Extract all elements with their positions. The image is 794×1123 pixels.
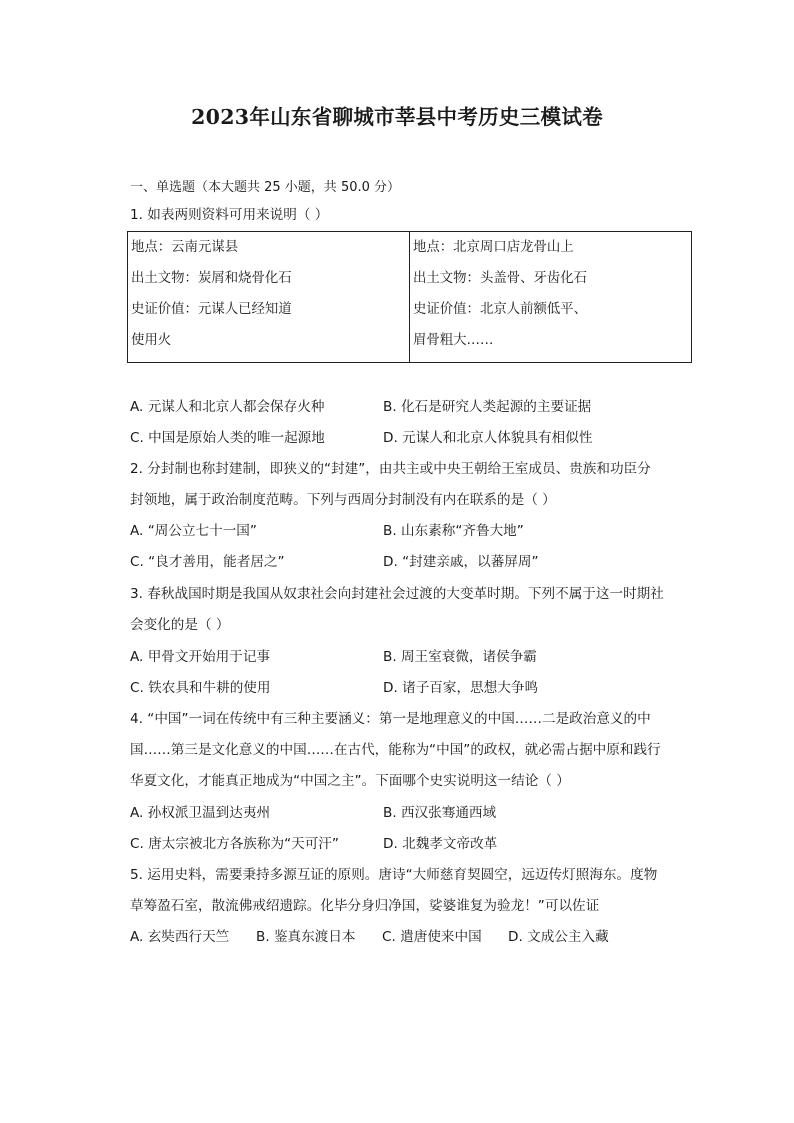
- q5-option-c[interactable]: C. 遣唐使来中国: [382, 929, 482, 945]
- question-5-stem: 5. 运用史料，需要秉持多源互证的原则。唐诗“大师慈育契圆空，远迈传灯照海东。度物: [130, 867, 658, 883]
- q1-option-b[interactable]: B. 化石是研究人类起源的主要证据: [383, 399, 592, 415]
- source-table: [127, 231, 692, 363]
- source-left-value: 史证价值：元谋人已经知道: [131, 302, 292, 317]
- q4-option-d[interactable]: D. 北魏孝文帝改革: [383, 836, 498, 852]
- question-3-stem: 3. 春秋战国时期是我国从奴隶社会向封建社会过渡的大变革时期。下列不属于这一时期社: [130, 586, 664, 602]
- q2-option-b[interactable]: B. 山东素称“齐鲁大地”: [383, 523, 524, 539]
- q4-option-a[interactable]: A. 孙权派卫温到达夷州: [130, 805, 271, 821]
- question-2-stem: 2. 分封制也称封建制，即狭义的“封建”，由共主或中央王朝给王室成员、贵族和功臣分: [130, 461, 651, 477]
- q5-option-a[interactable]: A. 玄奘西行天竺: [130, 929, 230, 945]
- q5-option-b[interactable]: B. 鉴真东渡日本: [256, 929, 356, 945]
- question-4-stem-cont-2: 华夏文化，才能真正地成为“中国之主”。下面哪个史实说明这一结论（ ）: [130, 773, 570, 789]
- q4-option-b[interactable]: B. 西汉张骞通西域: [383, 805, 497, 821]
- q2-option-d[interactable]: D. “封建亲戚，以蕃屏周”: [383, 554, 539, 570]
- source-right-value: 史证价值：北京人前额低平、: [413, 302, 588, 317]
- page-title: 2023年山东省聊城市莘县中考历史三模试卷: [191, 105, 603, 129]
- question-4-stem: 4. “中国”一词在传统中有三种主要涵义：第一是地理意义的中国……二是政治意义的中: [130, 711, 651, 727]
- question-5-stem-cont: 草筹盈石室，散流佛戒绍遗踪。化毕分身归净国，娑婆谁复为验龙！”可以佐证: [130, 898, 600, 914]
- q2-option-a[interactable]: A. “周公立七十一国”: [130, 523, 257, 539]
- q1-option-a[interactable]: A. 元谋人和北京人都会保存火种: [130, 399, 325, 415]
- q3-option-d[interactable]: D. 诸子百家，思想大争鸣: [383, 680, 539, 696]
- source-left-artifact: 出土文物：炭屑和烧骨化石: [131, 271, 292, 286]
- q1-option-d[interactable]: D. 元谋人和北京人体貌具有相似性: [383, 430, 593, 446]
- q3-option-a[interactable]: A. 甲骨文开始用于记事: [130, 649, 271, 665]
- source-cell-left: [128, 232, 410, 363]
- q3-option-b[interactable]: B. 周王室衰微，诸侯争霸: [383, 649, 537, 665]
- section-heading: 一、单选题（本大题共 25 小题，共 50.0 分）: [130, 180, 401, 195]
- question-4-stem-cont-1: 国……第三是文化意义的中国……在古代，能称为“中国”的政权，就必需占据中原和践行: [130, 742, 661, 758]
- source-right-value-cont: 眉骨粗大……: [413, 333, 494, 348]
- q3-option-c[interactable]: C. 铁农具和牛耕的使用: [130, 680, 271, 696]
- q5-option-d[interactable]: D. 文成公主入藏: [508, 929, 609, 945]
- source-right-artifact: 出土文物：头盖骨、牙齿化石: [413, 271, 588, 286]
- source-right-location: 地点：北京周口店龙骨山上: [413, 240, 574, 255]
- q4-option-c[interactable]: C. 唐太宗被北方各族称为“天可汗”: [130, 836, 339, 852]
- question-3-stem-cont: 会变化的是（ ）: [130, 617, 230, 633]
- question-1-stem: 1. 如表两则资料可用来说明（ ）: [130, 207, 329, 223]
- source-cell-right: [410, 232, 692, 363]
- source-left-location: 地点：云南元谋县: [131, 240, 239, 255]
- q2-option-c[interactable]: C. “良才善用，能者居之”: [130, 554, 285, 570]
- question-2-stem-cont: 封领地，属于政治制度范畴。下列与西周分封制没有内在联系的是（ ）: [130, 492, 556, 508]
- source-left-value-cont: 使用火: [131, 333, 172, 348]
- q1-option-c[interactable]: C. 中国是原始人类的唯一起源地: [130, 430, 325, 446]
